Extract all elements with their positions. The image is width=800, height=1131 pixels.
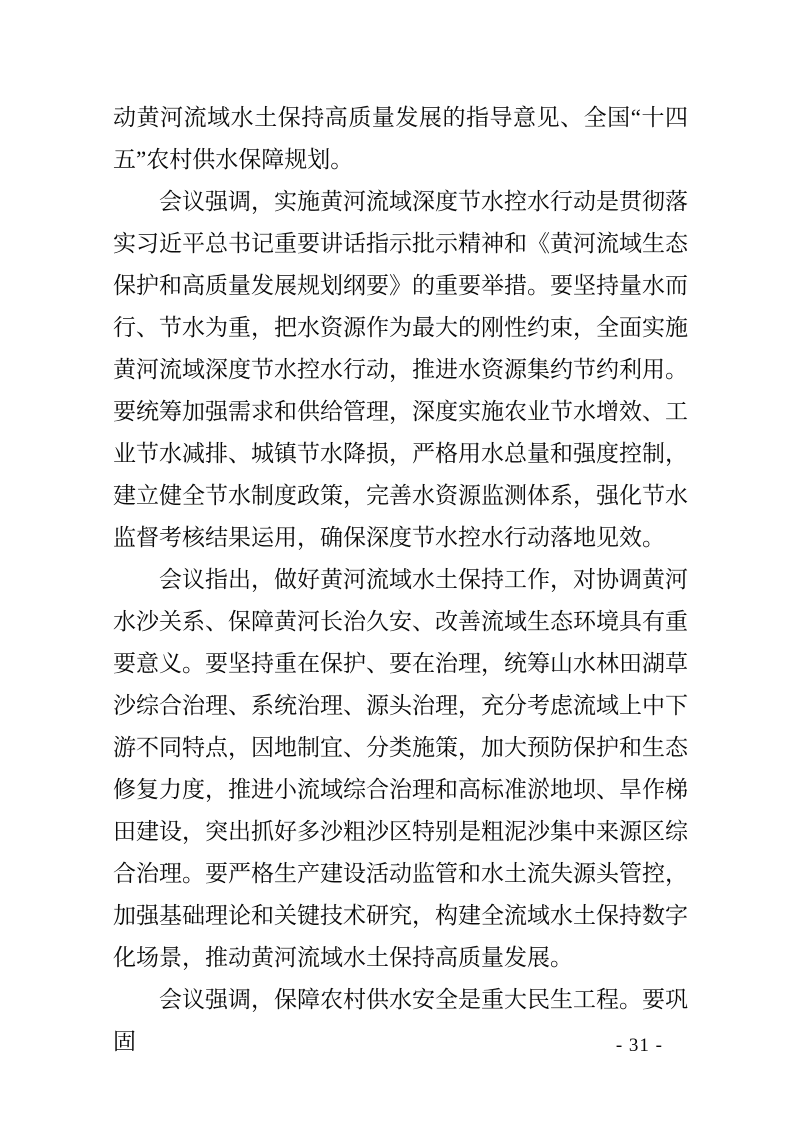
- paragraph-meeting-emphasized-rural-water-supply: 会议强调，保障农村供水安全是重大民生工程。要巩固: [113, 987, 688, 1054]
- page-number: - 31 -: [615, 1035, 663, 1056]
- document-body: [113, 97, 688, 1063]
- paragraph-meeting-pointed-out-soil-conservation: 会议指出，做好黄河流域水土保持工作，对协调黄河水沙关系、保障黄河长治久安、改善流域生态环境具有重要意义。要坚持重在保护、要在治理，统筹山水林田湖草沙综合治理、系统治理、源头治理，充分考虑流域上中下游不同特点，因地制宜、分类施策，加大预防保护和生态修复力度，推进小流域综合治理和高标准淤地坝、旱作梯田建设，突出抓好多沙粗沙区特别是粗泥沙集中来源区综合治理。要严格生产建设活动监管和水土流失源头管控，加强基础理论和关键技术研究，构建全流域水土保持数字化场景，推动黄河流域水土保持高质量发展。: [113, 567, 688, 970]
- paragraph-continuation: 动黄河流域水土保持高质量发展的指导意见、全国“十四五”农村供水保障规划。: [113, 105, 688, 172]
- paragraph-meeting-emphasized-water-saving: 会议强调，实施黄河流域深度节水控水行动是贯彻落实习近平总书记重要讲话指示批示精神和《黄河流域生态保护和高质量发展规划纲要》的重要举措。要坚持量水而行、节水为重，把水资源作为最大的刚性约束，全面实施黄河流域深度节水控水行动，推进水资源集约节约利用。要统筹加强需求和供给管理，深度实施农业节水增效、工业节水减排、城镇节水降损，严格用水总量和强度控制，建立健全节水制度政策，完善水资源监测体系，强化节水监督考核结果运用，确保深度节水控水行动落地见效。: [113, 189, 688, 550]
